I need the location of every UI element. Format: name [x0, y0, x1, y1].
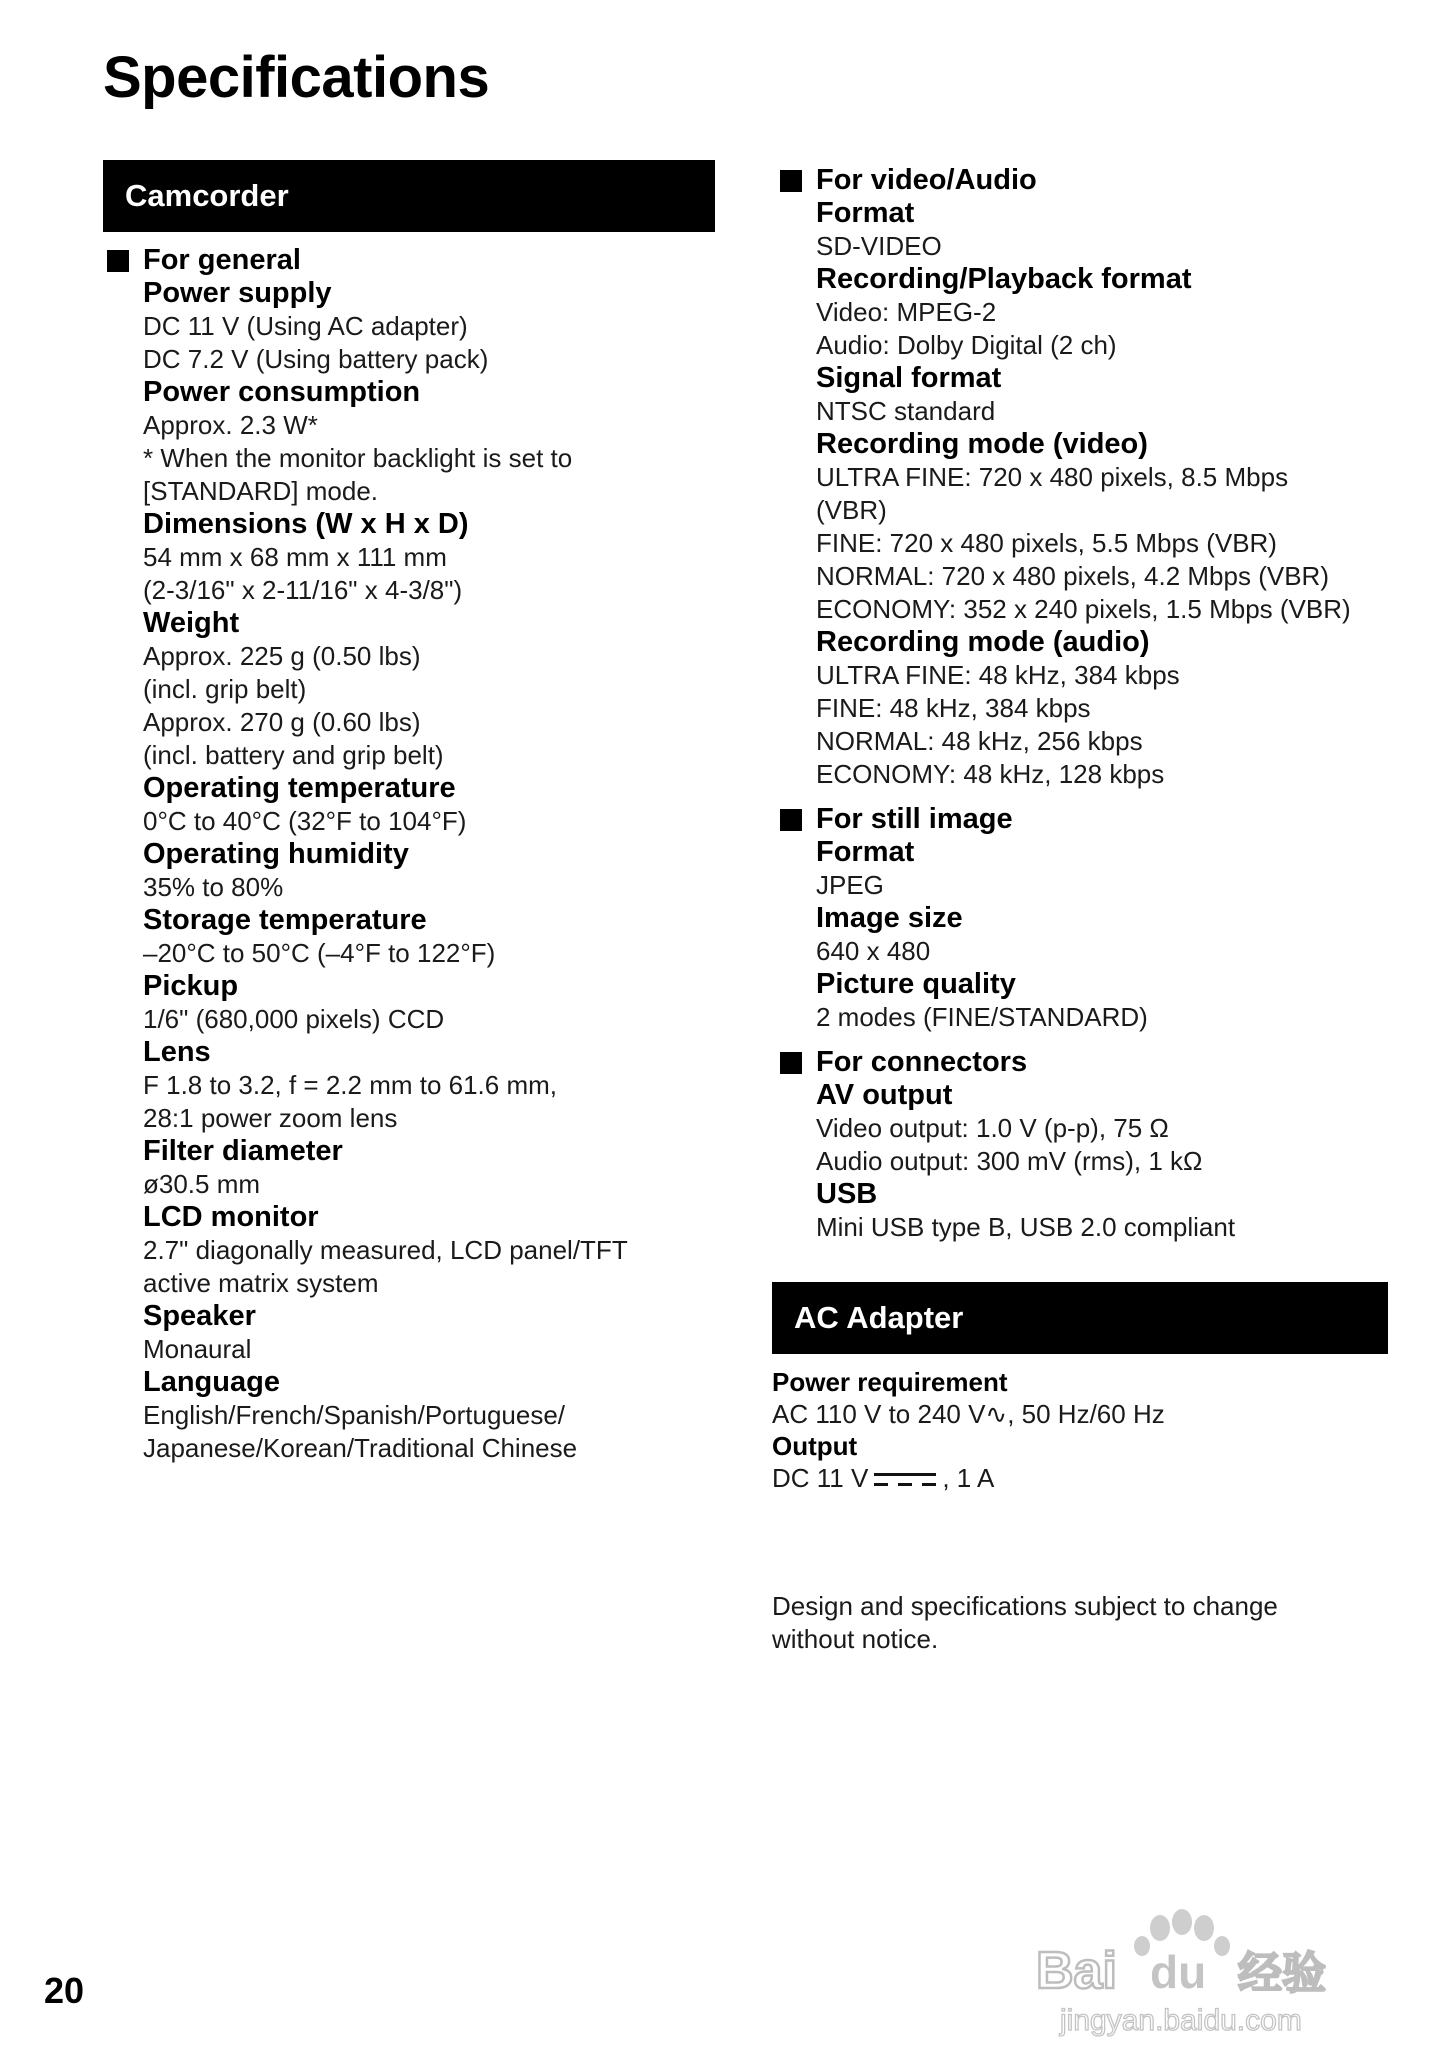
- spec-item-value: 35% to 80%: [143, 872, 284, 902]
- spec-item-label: Format: [816, 197, 915, 229]
- general-items: [107, 277, 715, 1465]
- still-image-items: [780, 836, 1388, 1034]
- spec-item-label: Language: [143, 1366, 280, 1398]
- spec-item-value: ULTRA FINE: 720 x 480 pixels, 8.5 Mbps: [816, 462, 1289, 492]
- connectors-group: [780, 1046, 1388, 1244]
- spec-item-value: FINE: 48 kHz, 384 kbps: [816, 693, 1091, 723]
- spec-item: [816, 902, 1388, 968]
- video-audio-heading: [780, 164, 1388, 197]
- right-column: [772, 164, 1388, 1656]
- ac-adapter-details: [772, 1366, 1388, 1494]
- page-title: Specifications: [103, 45, 490, 110]
- spec-item: [143, 277, 715, 376]
- power-requirement-value: AC 110 V to 240 V∿, 50 Hz/60 Hz: [772, 1399, 1165, 1429]
- spec-item-value: 2.7" diagonally measured, LCD panel/TFT: [143, 1235, 628, 1265]
- spec-item-value: –20°C to 50°C (–4°F to 122°F): [143, 938, 496, 968]
- spec-item-label: Weight: [143, 607, 240, 639]
- spec-item-value: Monaural: [143, 1334, 252, 1364]
- footnote: Design and specifications subject to change without notice.: [772, 1591, 1278, 1654]
- spec-item-value: * When the monitor backlight is set to: [143, 443, 573, 473]
- spec-item: [143, 508, 715, 607]
- spec-item-label: Power supply: [143, 277, 332, 309]
- spec-item: [816, 1178, 1388, 1244]
- spec-item: [143, 607, 715, 772]
- watermark-text-cn: 经验: [1238, 1948, 1326, 1999]
- spec-item-value: active matrix system: [143, 1268, 379, 1298]
- spec-item-value: Mini USB type B, USB 2.0 compliant: [816, 1212, 1236, 1242]
- spec-item-label: Recording mode (audio): [816, 626, 1150, 658]
- baidu-watermark: [1020, 1900, 1380, 2040]
- spec-item-value: [STANDARD] mode.: [143, 476, 379, 506]
- spec-item-value: Approx. 2.3 W*: [143, 410, 318, 440]
- spec-item: [816, 968, 1388, 1034]
- spec-item: [816, 1079, 1388, 1178]
- connectors-items: [780, 1079, 1388, 1244]
- spec-item-value: English/French/Spanish/Portuguese/: [143, 1400, 566, 1430]
- spec-item-value: Approx. 270 g (0.60 lbs): [143, 707, 421, 737]
- output-value-prefix: DC 11 V: [772, 1463, 869, 1493]
- spec-item-value: DC 7.2 V (Using battery pack): [143, 344, 489, 374]
- spec-item-value: Video output: 1.0 V (p-p), 75 Ω: [816, 1113, 1169, 1143]
- spec-item: [143, 1201, 715, 1300]
- still-image-heading: [780, 803, 1388, 836]
- still-image-group: [780, 803, 1388, 1034]
- spec-item-value: 54 mm x 68 mm x 111 mm: [143, 542, 447, 572]
- spec-item-label: Operating humidity: [143, 838, 409, 870]
- spec-item: [816, 428, 1388, 626]
- ac-adapter-section-title: AC Adapter: [794, 1300, 964, 1335]
- general-heading: [107, 244, 715, 277]
- square-bullet-icon: [780, 1052, 802, 1074]
- spec-item-value: NORMAL: 48 kHz, 256 kbps: [816, 726, 1143, 756]
- spec-item: [143, 1036, 715, 1135]
- spec-item-label: Image size: [816, 902, 963, 934]
- camcorder-section-header: [103, 160, 715, 232]
- spec-item-value: F 1.8 to 3.2, f = 2.2 mm to 61.6 mm,: [143, 1070, 558, 1100]
- dc-current-symbol-icon: [874, 1471, 936, 1489]
- spec-item: [143, 970, 715, 1036]
- video-audio-heading-text: For video/Audio: [816, 164, 1037, 196]
- camcorder-section-title: Camcorder: [125, 178, 289, 213]
- spec-item: [143, 1135, 715, 1201]
- spec-item: [143, 376, 715, 508]
- output-value: [772, 1462, 1388, 1494]
- spec-item-label: Speaker: [143, 1300, 256, 1332]
- spec-item: [816, 626, 1388, 791]
- spec-item-value: 1/6" (680,000 pixels) CCD: [143, 1004, 445, 1034]
- square-bullet-icon: [780, 170, 802, 192]
- spec-item-label: Recording mode (video): [816, 428, 1148, 460]
- power-requirement-label: Power requirement: [772, 1367, 1008, 1397]
- spec-item-value: Japanese/Korean/Traditional Chinese: [143, 1433, 578, 1463]
- spec-item-label: Storage temperature: [143, 904, 427, 936]
- spec-item-label: Lens: [143, 1036, 211, 1068]
- spec-item-value: Audio output: 300 mV (rms), 1 kΩ: [816, 1146, 1203, 1176]
- spec-item: [143, 1300, 715, 1366]
- spec-item-label: USB: [816, 1178, 878, 1210]
- spec-item-label: Operating temperature: [143, 772, 456, 804]
- spec-item-value: JPEG: [816, 870, 884, 900]
- spec-item-value: (VBR): [816, 495, 887, 525]
- spec-item-label: AV output: [816, 1079, 953, 1111]
- spec-item-label: Format: [816, 836, 915, 868]
- spec-item: [816, 836, 1388, 902]
- spec-item-value: SD-VIDEO: [816, 231, 942, 261]
- page-number: 20: [44, 1970, 85, 2011]
- spec-item-value: 640 x 480: [816, 936, 931, 966]
- spec-item-label: LCD monitor: [143, 1201, 319, 1233]
- spec-item-label: Filter diameter: [143, 1135, 343, 1167]
- general-group: [107, 244, 715, 1465]
- spec-item-value: 0°C to 40°C (32°F to 104°F): [143, 806, 467, 836]
- spec-item: [816, 197, 1388, 263]
- video-audio-items: [780, 197, 1388, 791]
- connectors-heading: [780, 1046, 1388, 1079]
- spec-item: [143, 1366, 715, 1465]
- spec-item-value: Video: MPEG-2: [816, 297, 997, 327]
- watermark-text-bai: Bai: [1036, 1942, 1117, 2000]
- spec-item-value: (2-3/16" x 2-11/16" x 4-3/8"): [143, 575, 463, 605]
- watermark-url: jingyan.baidu.com: [1060, 2004, 1302, 2037]
- square-bullet-icon: [780, 809, 802, 831]
- spec-item-value: FINE: 720 x 480 pixels, 5.5 Mbps (VBR): [816, 528, 1277, 558]
- spec-item-value: ø30.5 mm: [143, 1169, 261, 1199]
- spec-item-label: Pickup: [143, 970, 239, 1002]
- video-audio-group: [780, 164, 1388, 791]
- spec-item-value: (incl. grip belt): [143, 674, 307, 704]
- output-label: Output: [772, 1431, 858, 1461]
- spec-item-value: NORMAL: 720 x 480 pixels, 4.2 Mbps (VBR): [816, 561, 1329, 591]
- spec-item-value: ECONOMY: 48 kHz, 128 kbps: [816, 759, 1165, 789]
- spec-item-value: 28:1 power zoom lens: [143, 1103, 398, 1133]
- output-value-suffix: , 1 A: [942, 1463, 995, 1493]
- spec-item-value: DC 11 V (Using AC adapter): [143, 311, 468, 341]
- spec-item-label: Power consumption: [143, 376, 421, 408]
- spec-item-value: (incl. battery and grip belt): [143, 740, 444, 770]
- spec-item-value: ULTRA FINE: 48 kHz, 384 kbps: [816, 660, 1180, 690]
- watermark-text-du: du: [1150, 1946, 1207, 1998]
- spec-item: [143, 838, 715, 904]
- general-heading-text: For general: [143, 244, 301, 276]
- paw-icon: [1020, 1900, 1380, 2040]
- spec-item: [143, 772, 715, 838]
- connectors-heading-text: For connectors: [816, 1046, 1028, 1078]
- spec-item: [143, 904, 715, 970]
- spec-item-label: Signal format: [816, 362, 1002, 394]
- spec-item-value: ECONOMY: 352 x 240 pixels, 1.5 Mbps (VBR): [816, 594, 1351, 624]
- spec-item-value: NTSC standard: [816, 396, 996, 426]
- spec-item-label: Dimensions (W x H x D): [143, 508, 469, 540]
- spec-item-value: 2 modes (FINE/STANDARD): [816, 1002, 1148, 1032]
- square-bullet-icon: [107, 250, 129, 272]
- spec-item: [816, 362, 1388, 428]
- spec-item-label: Recording/Playback format: [816, 263, 1192, 295]
- spec-item-value: Approx. 225 g (0.50 lbs): [143, 641, 421, 671]
- spec-item: [816, 263, 1388, 362]
- still-image-heading-text: For still image: [816, 803, 1013, 835]
- spec-item-value: Audio: Dolby Digital (2 ch): [816, 330, 1117, 360]
- ac-adapter-section-header: [772, 1282, 1388, 1354]
- left-column: [103, 160, 715, 1465]
- spec-item-label: Picture quality: [816, 968, 1016, 1000]
